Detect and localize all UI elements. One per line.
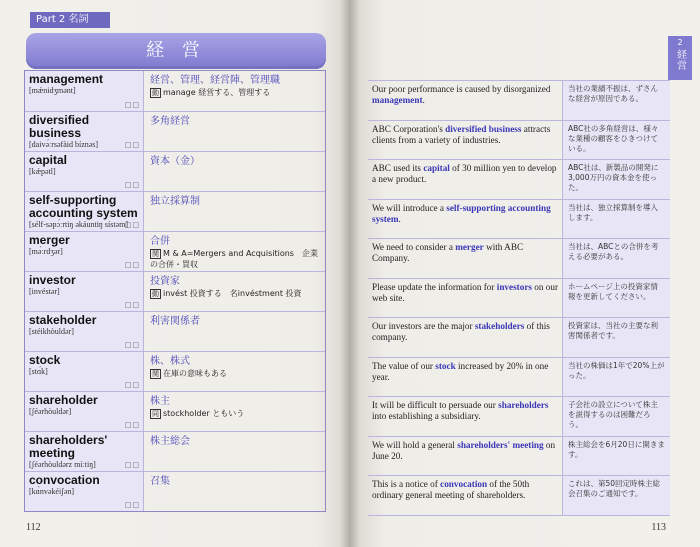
vocab-meaning-cell xyxy=(143,71,325,111)
vocab-meaning-cell xyxy=(143,232,325,271)
check-boxes: □□ xyxy=(124,421,140,429)
vocab-row xyxy=(25,151,325,191)
example-row xyxy=(368,239,670,279)
page-number-left: 112 xyxy=(26,522,41,533)
example-keyword: management xyxy=(372,95,423,105)
vocab-note-text: invést 投資する 名invéstment 投資 xyxy=(163,289,302,298)
example-pre: ABC Corporation's xyxy=(372,123,446,134)
example-sentence xyxy=(368,81,562,120)
vocab-pronunciation: [mə́ːrdʒər] xyxy=(29,247,63,256)
example-pre: We need to consider a xyxy=(372,242,456,252)
example-pre: We will introduce a xyxy=(372,202,447,213)
example-post: with ABC Company. xyxy=(372,242,524,263)
vocab-meaning: 合併 xyxy=(150,236,170,247)
vocab-word: self-supporting accounting system xyxy=(29,193,138,220)
example-translation: 当社は、独立採算制を導入します。 xyxy=(562,200,670,239)
check-boxes: □□ xyxy=(124,221,140,229)
chapter-tab xyxy=(668,36,692,80)
check-boxes: □□ xyxy=(124,381,140,389)
vocab-meaning: 株主総会 xyxy=(150,436,190,447)
vocab-pronunciation: [mǽnidʒmənt] xyxy=(29,86,76,95)
vocab-meaning: 利害関係者 xyxy=(150,316,200,327)
vocab-meaning-cell xyxy=(143,152,325,191)
vocab-row xyxy=(25,471,325,511)
chapter-tab-number: 2 xyxy=(677,38,683,47)
example-keyword: investors xyxy=(496,281,532,292)
vocab-term-cell xyxy=(25,232,143,271)
example-keyword: stakeholders xyxy=(474,321,525,331)
vocab-note xyxy=(150,408,319,419)
vocab-note xyxy=(150,248,319,270)
example-post: of the 50th ordinary general meeting of shareholders. xyxy=(372,479,530,500)
example-translation: ABC社の多角経営は、様々な業種の顧客をひきつけている。 xyxy=(562,121,670,160)
note-mark: 関 xyxy=(152,250,159,258)
example-pre: It will be difficult to persuade our xyxy=(372,400,499,410)
vocab-word: stock xyxy=(29,353,61,367)
example-sentence xyxy=(368,279,562,318)
vocab-meaning-cell xyxy=(143,112,325,151)
example-sentence xyxy=(368,358,562,397)
example-row xyxy=(368,279,670,319)
vocab-pronunciation: [stɑ́k] xyxy=(29,367,48,376)
vocab-note xyxy=(150,288,319,299)
example-row xyxy=(368,160,670,200)
vocab-meaning: 資本（金） xyxy=(150,156,200,167)
vocab-note-text: M & A=Mergers and Acquisitions 企業の合併・買収 xyxy=(150,249,318,269)
example-pre: ABC used its xyxy=(372,163,424,173)
note-mark: 関 xyxy=(152,370,159,378)
example-post: into establishing a subsidiary. xyxy=(372,411,481,421)
example-post: . xyxy=(422,95,425,105)
book-gutter xyxy=(340,0,360,547)
example-keyword: convocation xyxy=(440,479,488,489)
vocab-term-cell xyxy=(25,112,143,151)
example-keyword: capital xyxy=(423,163,450,173)
vocab-meaning: 株、株式 xyxy=(150,356,190,367)
example-table xyxy=(368,80,670,516)
vocab-note-text: manage 経営する、管理する xyxy=(163,88,271,97)
example-translation: 当社の業績不振は、ずさんな経営が原因である。 xyxy=(562,81,670,120)
example-row xyxy=(368,318,670,358)
vocab-row xyxy=(25,351,325,391)
vocab-term-cell xyxy=(25,272,143,311)
vocab-word: diversified business xyxy=(29,113,90,140)
vocab-meaning-cell xyxy=(143,432,325,471)
vocab-row xyxy=(25,391,325,431)
example-sentence xyxy=(368,239,562,278)
vocab-meaning: 召集 xyxy=(150,476,170,487)
example-post: of this company. xyxy=(372,321,550,342)
vocab-row xyxy=(25,431,325,471)
section-banner: 経 営 xyxy=(26,33,326,69)
vocab-note xyxy=(150,368,319,379)
vocab-word: shareholder xyxy=(29,393,98,407)
check-boxes: □□ xyxy=(124,341,140,349)
vocab-meaning-cell xyxy=(143,392,325,431)
example-sentence xyxy=(368,160,562,199)
example-sentence xyxy=(368,318,562,357)
vocab-meaning-cell xyxy=(143,192,325,231)
example-row xyxy=(368,121,670,161)
example-translation: これは、第50回定時株主総会召集のご通知です。 xyxy=(562,476,670,515)
vocab-term-cell xyxy=(25,152,143,191)
example-post: attracts clients from a variety of industries. xyxy=(372,123,551,145)
example-sentence xyxy=(368,121,562,160)
vocab-meaning: 投資家 xyxy=(150,276,180,287)
example-pre: This is a notice of xyxy=(372,479,441,489)
vocab-pronunciation: [daivə́ːrsəfàid bíznəs] xyxy=(29,140,99,149)
vocab-row xyxy=(25,231,325,271)
vocab-row xyxy=(25,111,325,151)
check-boxes: □□ xyxy=(124,461,140,469)
vocab-note-text: stockholder ともいう xyxy=(163,409,245,418)
example-row xyxy=(368,437,670,477)
vocab-word: convocation xyxy=(29,473,100,487)
example-post: of 30 million yen to develop a new product. xyxy=(372,163,557,184)
check-boxes: □□ xyxy=(124,141,140,149)
page-number-right: 113 xyxy=(651,522,666,533)
example-sentence xyxy=(368,476,562,515)
example-translation: ABC社は、新製品の開発に3,000万円の資本金を使った。 xyxy=(562,160,670,199)
example-row xyxy=(368,476,670,516)
vocab-word: shareholders' meeting xyxy=(29,433,108,460)
example-translation: 当社は、ABCとの合併を考える必要がある。 xyxy=(562,239,670,278)
note-mark: 同 xyxy=(152,410,159,418)
vocab-pronunciation: [ʃéərhòuldər] xyxy=(29,407,72,416)
vocab-word: investor xyxy=(29,273,76,287)
example-post: on June 20. xyxy=(372,439,556,461)
example-pre: Please update the information for xyxy=(372,281,497,292)
vocab-word: merger xyxy=(29,233,70,247)
example-pre: Our investors are the major xyxy=(372,321,475,331)
example-row xyxy=(368,200,670,240)
vocab-note-text: 在庫の意味もある xyxy=(163,369,227,378)
example-keyword: stock xyxy=(435,360,456,371)
example-keyword: diversified business xyxy=(445,123,522,134)
vocab-meaning: 株主 xyxy=(150,396,170,407)
example-row xyxy=(368,81,670,121)
example-sentence xyxy=(368,437,562,476)
vocab-term-cell xyxy=(25,392,143,431)
example-post: increased by 20% in one year. xyxy=(372,360,549,382)
vocab-pronunciation: [kǽpətl] xyxy=(29,167,56,176)
vocab-table xyxy=(24,70,326,512)
example-pre: Our poor performance is caused by disorganized xyxy=(372,84,551,94)
example-keyword: shareholders xyxy=(498,400,549,410)
check-boxes: □□ xyxy=(124,181,140,189)
vocab-term-cell xyxy=(25,472,143,511)
vocab-meaning: 独立採算制 xyxy=(150,196,200,207)
vocab-meaning-cell xyxy=(143,312,325,351)
note-mark: 動 xyxy=(152,290,159,298)
vocab-meaning-cell xyxy=(143,472,325,511)
example-pre: The value of our xyxy=(372,360,436,371)
example-keyword: self-supporting accounting system xyxy=(372,202,551,224)
example-translation: 当社の株価は1年で20%上がった。 xyxy=(562,358,670,397)
example-sentence xyxy=(368,397,562,436)
chapter-tab-title: 経営 xyxy=(674,49,686,71)
vocab-row xyxy=(25,271,325,311)
check-boxes: □□ xyxy=(124,301,140,309)
vocab-term-cell xyxy=(25,312,143,351)
example-pre: We will hold a general xyxy=(372,439,458,450)
example-translation: ホームページ上の投資家情報を更新してください。 xyxy=(562,279,670,318)
note-mark: 動 xyxy=(152,89,159,97)
vocab-term-cell xyxy=(25,352,143,391)
part-label: Part 2 名詞 xyxy=(30,12,110,28)
example-row xyxy=(368,358,670,398)
vocab-note xyxy=(150,87,319,98)
vocab-word: stakeholder xyxy=(29,313,97,327)
vocab-pronunciation: [invéstər] xyxy=(29,287,60,296)
vocab-pronunciation: [stéikhòuldər] xyxy=(29,327,74,336)
vocab-word: capital xyxy=(29,153,68,167)
example-sentence xyxy=(368,200,562,239)
vocab-row xyxy=(25,71,325,111)
example-translation: 株主総会を6月20日に開きます。 xyxy=(562,437,670,476)
example-keyword: shareholders' meeting xyxy=(457,439,544,450)
example-translation: 投資家は、当社の主要な利害関係者です。 xyxy=(562,318,670,357)
vocab-pronunciation: [kɑ̀nvəkéiʃən] xyxy=(29,487,75,496)
vocab-pronunciation: [ʃéərhòuldərz míːtiŋ] xyxy=(29,460,96,469)
example-post: . xyxy=(398,213,401,224)
vocab-term-cell xyxy=(25,192,143,231)
vocab-row xyxy=(25,191,325,231)
vocab-row xyxy=(25,311,325,351)
example-translation: 子会社の設立について株主を説得するのは困難だろう。 xyxy=(562,397,670,436)
vocab-meaning: 経営、管理、経営陣、管理職 xyxy=(150,75,280,86)
vocab-meaning-cell xyxy=(143,272,325,311)
vocab-meaning: 多角経営 xyxy=(150,116,190,127)
vocab-term-cell xyxy=(25,432,143,471)
vocab-term-cell xyxy=(25,71,143,111)
vocab-word: management xyxy=(29,72,104,86)
example-keyword: merger xyxy=(455,242,484,252)
example-post: on our web site. xyxy=(372,281,559,303)
example-row xyxy=(368,397,670,437)
vocab-pronunciation: [sélf-səpɔ́ːrtiŋ əkáuntiŋ sístəm] xyxy=(29,220,128,229)
check-boxes: □□ xyxy=(124,261,140,269)
check-boxes: □□ xyxy=(124,101,140,109)
vocab-meaning-cell xyxy=(143,352,325,391)
right-page xyxy=(350,0,700,547)
check-boxes: □□ xyxy=(124,501,140,509)
